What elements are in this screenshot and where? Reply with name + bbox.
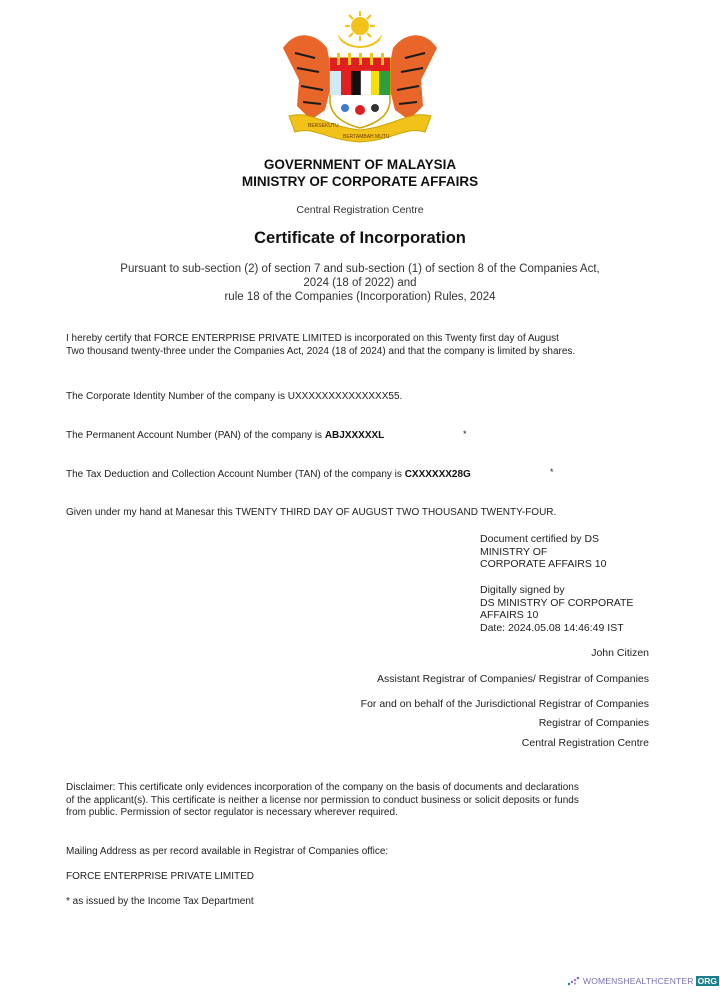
cin-label: The Corporate Identity Number of the company is bbox=[66, 391, 288, 402]
watermark-text: WOMENSHEALTHCENTER bbox=[583, 976, 694, 986]
cin-value: UXXXXXXXXXXXXXX55. bbox=[287, 391, 403, 402]
malaysia-crest-icon bbox=[275, 8, 445, 143]
certified-line: MINISTRY OF bbox=[480, 545, 548, 558]
motto-center: BERTAMBAH MUTU bbox=[343, 134, 390, 140]
legal-basis-line: rule 18 of the Companies (Incorporation) Rules, 2024 bbox=[224, 291, 496, 303]
disclaimer bbox=[66, 782, 579, 820]
signed-line: DS MINISTRY OF CORPORATE bbox=[480, 596, 634, 609]
coat-of-arms-emblem bbox=[275, 8, 445, 143]
tan-value: CXXXXXX28G bbox=[404, 469, 471, 480]
pan-statement bbox=[66, 430, 384, 443]
certification-statement bbox=[66, 333, 575, 358]
registrar-line: Registrar of Companies bbox=[538, 717, 649, 729]
certified-line: CORPORATE AFFAIRS 10 bbox=[480, 558, 607, 570]
pan-label: The Permanent Account Number (PAN) of the company is bbox=[66, 430, 325, 441]
disclaimer-line: Disclaimer: This certificate only evidences incorporation of the company on the basis of documents and declarations bbox=[66, 782, 579, 793]
certified-line: Document certified by DS bbox=[480, 533, 600, 545]
signed-line: Digitally signed by bbox=[480, 584, 565, 596]
dots-logo-icon bbox=[567, 976, 581, 986]
centre-name: Central Registration Centre bbox=[296, 204, 424, 216]
given-statement: Given under my hand at Manesar this TWENTY THIRD DAY OF AUGUST TWO THOUSAND TWENTY-FOUR. bbox=[66, 507, 557, 518]
signatory-role: Assistant Registrar of Companies/ Registrar of Companies bbox=[377, 673, 649, 685]
tan-asterisk: * bbox=[550, 467, 554, 477]
centre-line: Central Registration Centre bbox=[521, 737, 649, 749]
signed-date: Date: 2024.05.08 14:46:49 IST bbox=[480, 621, 624, 634]
legal-basis bbox=[0, 262, 720, 304]
disclaimer-line: from public. Permission of sector regulator is necessary wherever required. bbox=[66, 807, 398, 818]
tan-label: The Tax Deduction and Collection Account Number (TAN) of the company is bbox=[66, 469, 405, 480]
ministry-name: MINISTRY OF CORPORATE AFFAIRS bbox=[241, 174, 479, 189]
mailing-company-name: FORCE ENTERPRISE PRIVATE LIMITED bbox=[66, 871, 254, 882]
pan-asterisk: * bbox=[463, 429, 467, 439]
on-behalf-line: For and on behalf of the Jurisdictional Registrar of Companies bbox=[360, 698, 649, 710]
signatory-name: John Citizen bbox=[591, 647, 649, 659]
disclaimer-line: of the applicant(s). This certificate is neither a license nor permission to conduct business or solicit deposits or funds bbox=[66, 794, 579, 806]
signed-line: AFFAIRS 10 bbox=[480, 609, 539, 621]
tan-statement bbox=[66, 469, 471, 482]
watermark bbox=[567, 976, 719, 986]
issuing-authority bbox=[0, 156, 720, 190]
legal-basis-line: Pursuant to sub-section (2) of section 7 and sub-section (1) of section 8 of the Companies Act, bbox=[120, 263, 600, 275]
motto-left: BERSEKUTU bbox=[308, 123, 339, 129]
legal-basis-line: 2024 (18 of 2022) and bbox=[303, 277, 417, 289]
footnote: * as issued by the Income Tax Department bbox=[66, 896, 254, 907]
certified-by-block bbox=[480, 533, 606, 571]
document-title: Certificate of Incorporation bbox=[254, 229, 466, 247]
certification-line: Two thousand twenty-three under the Companies Act, 2024 (18 of 2024) and that the company is limited by shares. bbox=[66, 345, 576, 357]
watermark-tld-badge: ORG bbox=[697, 976, 718, 986]
mailing-address-label: Mailing Address as per record available in Registrar of Companies office: bbox=[66, 846, 389, 857]
pan-value: ABJXXXXXL bbox=[324, 430, 385, 441]
cin-statement bbox=[66, 391, 402, 404]
digital-signature-block bbox=[480, 584, 633, 634]
certification-line: I hereby certify that FORCE ENTERPRISE PRIVATE LIMITED is incorporated on this Twenty first day of August bbox=[66, 333, 559, 344]
government-name: GOVERNMENT OF MALAYSIA bbox=[263, 157, 457, 172]
